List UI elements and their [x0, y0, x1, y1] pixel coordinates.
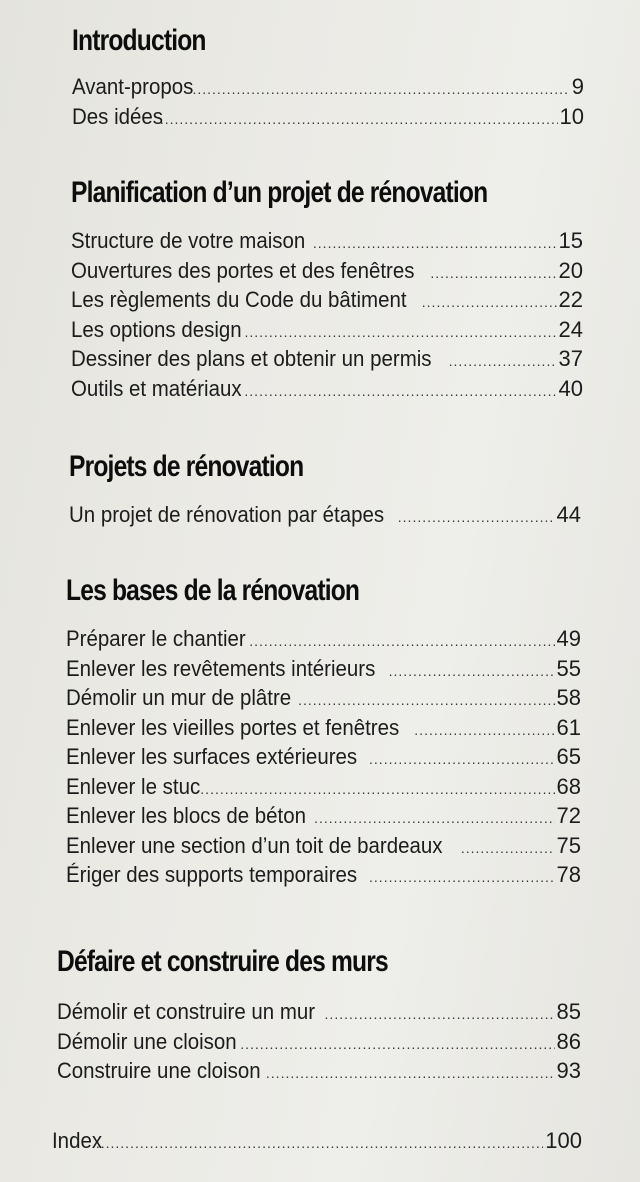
entry-page-number: 10	[559, 103, 584, 129]
toc-entry[interactable]	[66, 713, 581, 743]
entry-label: Démolir et construire un mur	[57, 999, 316, 1024]
entry-label: Un projet de rénovation par étapes	[69, 502, 385, 527]
leader-dots	[266, 1059, 555, 1089]
entry-page-number: 44	[556, 502, 581, 527]
leader-dots	[369, 863, 554, 893]
leader-dots	[430, 259, 556, 289]
toc-entry[interactable]	[66, 801, 581, 831]
toc-section-introduction	[72, 24, 584, 131]
entry-page-number: 20	[558, 257, 583, 283]
section-title: Planification d’un projet de rénovation	[71, 176, 488, 209]
toc-entry[interactable]	[71, 226, 583, 256]
entry-label: Ouvertures des portes et des fenêtres	[71, 257, 415, 283]
leader-dots	[160, 105, 558, 135]
toc-section-planification	[71, 176, 583, 403]
toc-entry[interactable]	[66, 772, 581, 802]
leader-dots	[244, 377, 556, 407]
leader-dots	[200, 775, 554, 805]
entry-page-number: 24	[558, 316, 583, 342]
leader-dots	[192, 75, 569, 105]
toc-entry[interactable]	[71, 285, 583, 315]
leader-dots	[422, 288, 557, 318]
leader-dots	[414, 716, 554, 746]
entry-label: Des idées	[72, 103, 163, 129]
entry-label: Dessiner des plans et obtenir un permis	[71, 346, 432, 371]
leader-dots	[461, 834, 555, 864]
entry-page-number: 68	[556, 773, 581, 799]
entry-label: Enlever une section d’un toit de bardeaux	[66, 832, 443, 858]
toc-entry[interactable]	[66, 654, 581, 684]
toc-entry[interactable]	[57, 1056, 581, 1086]
toc-section-projets	[69, 450, 581, 530]
entry-page-number: 58	[556, 685, 581, 710]
section-title: Introduction	[72, 24, 206, 57]
leader-dots	[244, 318, 556, 348]
entry-page-number: 72	[556, 803, 581, 828]
toc-entry[interactable]	[66, 624, 581, 654]
toc-entry[interactable]	[57, 997, 581, 1027]
toc-entry[interactable]	[72, 72, 584, 102]
toc-entry[interactable]	[71, 344, 583, 374]
entry-page-number: 86	[556, 1028, 581, 1054]
entry-label: Structure de votre maison	[71, 228, 306, 253]
entry-label: Préparer le chantier	[66, 626, 246, 651]
entry-page-number: 37	[558, 346, 583, 371]
entry-label: Ériger des supports temporaires	[66, 862, 358, 887]
leader-dots	[313, 229, 557, 259]
toc-entry-index[interactable]	[52, 1126, 582, 1156]
entry-label: Enlever les blocs de béton	[66, 803, 306, 828]
entry-page-number: 85	[556, 999, 581, 1024]
leader-dots	[449, 347, 557, 377]
entry-page-number: 15	[558, 228, 583, 253]
entry-label: Enlever les surfaces extérieures	[66, 744, 358, 769]
toc-entry[interactable]	[71, 374, 583, 404]
entry-page-number: 65	[556, 744, 581, 769]
toc-entry[interactable]	[69, 500, 581, 530]
entry-label: Enlever les vieilles portes et fenêtres	[66, 714, 400, 740]
entry-page-number: 22	[558, 287, 583, 312]
toc-entry[interactable]	[66, 860, 581, 890]
leader-dots	[298, 686, 554, 716]
toc-entry[interactable]	[57, 1027, 581, 1057]
toc-section-murs	[57, 945, 581, 1086]
entry-label: Index	[52, 1128, 103, 1153]
entry-label: Démolir un mur de plâtre	[66, 685, 292, 710]
leader-dots	[389, 657, 555, 687]
entry-label: Enlever les revêtements intérieurs	[66, 655, 376, 681]
toc-entry[interactable]	[66, 831, 581, 861]
entry-page-number: 49	[556, 626, 581, 651]
entry-label: Outils et matériaux	[71, 375, 242, 401]
leader-dots	[369, 745, 554, 775]
entry-page-number: 61	[556, 714, 581, 740]
entry-page-number: 55	[556, 655, 581, 681]
entry-label: Les règlements du Code du bâtiment	[71, 287, 407, 312]
section-title: Projets de rénovation	[69, 450, 304, 483]
toc-index	[52, 1126, 582, 1156]
toc-entry[interactable]	[66, 683, 581, 713]
section-title: Les bases de la rénovation	[66, 574, 360, 607]
leader-dots	[96, 1129, 543, 1159]
entry-page-number: 78	[556, 862, 581, 887]
section-title: Défaire et construire des murs	[57, 945, 388, 978]
leader-dots	[325, 1000, 555, 1030]
entry-page-number: 93	[556, 1058, 581, 1083]
leader-dots	[398, 503, 555, 533]
entry-page-number: 9	[571, 74, 584, 99]
entry-page-number: 100	[545, 1128, 582, 1153]
leader-dots	[314, 804, 554, 834]
toc-entry[interactable]	[71, 256, 583, 286]
entry-label: Construire une cloison	[57, 1058, 261, 1083]
leader-dots	[249, 627, 554, 657]
entry-label: Démolir une cloison	[57, 1028, 237, 1054]
toc-section-bases	[66, 574, 581, 890]
toc-entry[interactable]	[66, 742, 581, 772]
entry-label: Enlever le stuc	[66, 773, 201, 799]
toc-entry[interactable]	[71, 315, 583, 345]
entry-label: Les options design	[71, 316, 242, 342]
entry-page-number: 40	[558, 375, 583, 401]
toc-entry[interactable]	[72, 102, 584, 132]
entry-label: Avant-propos	[72, 74, 194, 99]
leader-dots	[240, 1030, 554, 1060]
entry-page-number: 75	[556, 832, 581, 858]
